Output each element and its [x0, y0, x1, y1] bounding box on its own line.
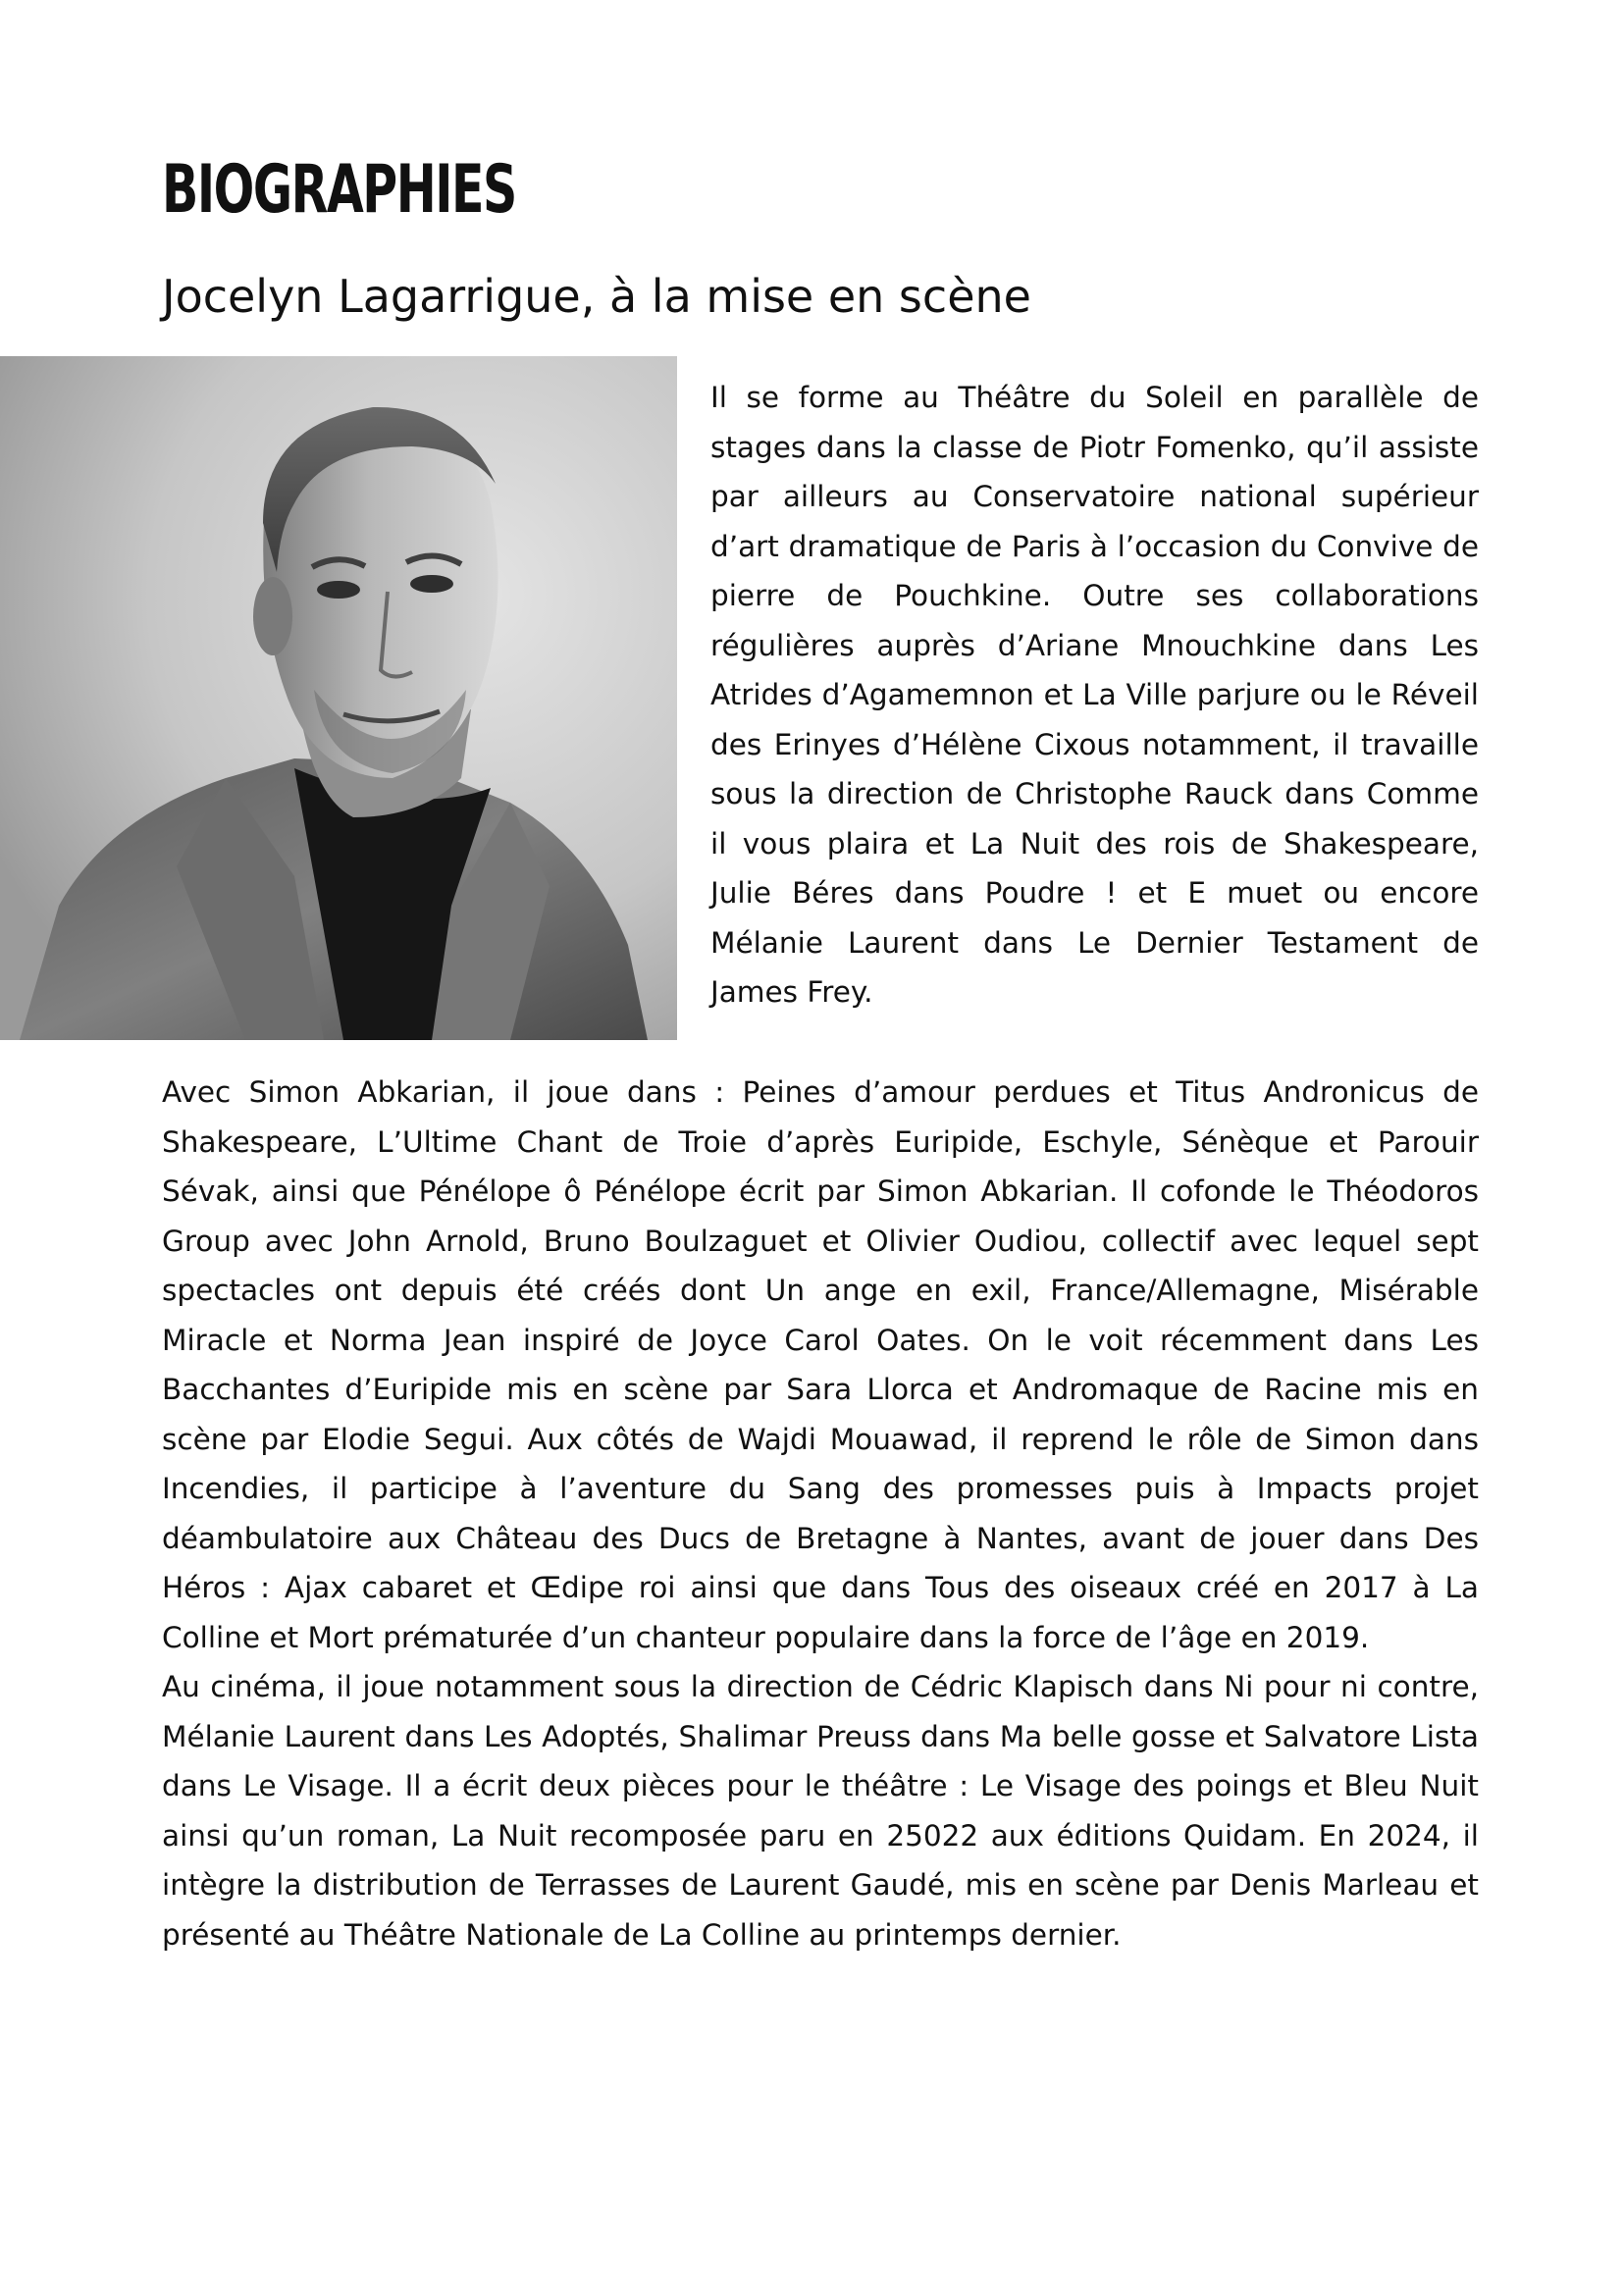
- bio-paragraph-cinema: Au cinéma, il joue notamment sous la direction de Cédric Klapisch dans Ni pour ni contre, Mélanie Laurent dans Les Adoptés, Shalimar Preuss dans Ma belle gosse et Salvatore Lista dans Le Visage. Il a écrit deux pièces pour le théâtre : Le Visage des poings et Bleu Nuit ainsi qu’un roman, La Nuit recomposée paru en 25022 aux éditions Quidam. En 2024, il intègre la distribution de Terrasses de Laurent Gaudé, mis en scène par Denis Marleau et présenté au Théâtre Nationale de La Colline au printemps dernier.: [162, 1670, 1479, 1952]
- bio-main-text: [162, 1068, 1479, 1959]
- bio-paragraph-stage: Avec Simon Abkarian, il joue dans : Peines d’amour perdues et Titus Andronicus de Shakespeare, L’Ultime Chant de Troie d’après Euripide, Eschyle, Sénèque et Parouir Sévak, ainsi que Pénélope ô Pénélope écrit par Simon Abkarian. Il cofonde le Théodoros Group avec John Arnold, Bruno Boulzaguet et Olivier Oudiou, collectif avec lequel sept spectacles ont depuis été créés dont Un ange en exil, France/Allemagne, Misérable Miracle et Norma Jean inspiré de Joyce Carol Oates. On le voit récemment dans Les Bacchantes d’Euripide mis en scène par Sara Llorca et Andromaque de Racine mis en scène par Elodie Segui. Aux côtés de Wajdi Mouawad, il reprend le rôle de Simon dans Incendies, il participe à l’aventure du Sang des promesses puis à Impacts projet déambulatoire aux Château des Ducs de Bretagne à Nantes, avant de jouer dans Des Héros : Ajax cabaret et Œdipe roi ainsi que dans Tous des oiseaux créé en 2017 à La Colline et Mort prématurée d’un chanteur populaire dans la force de l’âge en 2019.: [162, 1075, 1479, 1654]
- section-title: BIOGRAPHIES: [162, 151, 516, 229]
- portrait-photo: [0, 356, 677, 1040]
- person-heading: Jocelyn Lagarrigue, à la mise en scène: [162, 270, 1031, 323]
- bio-intro-paragraph: Il se forme au Théâtre du Soleil en parallèle de stages dans la classe de Piotr Fomenko, qu’il assiste par ailleurs au Conservatoire national supérieur d’art dramatique de Paris à l’occasion du Convive de pierre de Pouchkine. Outre ses collaborations régulières auprès d’Ariane Mnouchkine dans Les Atrides d’Agamemnon et La Ville parjure ou le Réveil des Erinyes d’Hélène Cixous notamment, il travaille sous la direction de Christophe Rauck dans Comme il vous plaira et La Nuit des rois de Shakespeare, Julie Béres dans Poudre ! et E muet ou encore Mélanie Laurent dans Le Dernier Testament de James Frey.: [710, 381, 1479, 1009]
